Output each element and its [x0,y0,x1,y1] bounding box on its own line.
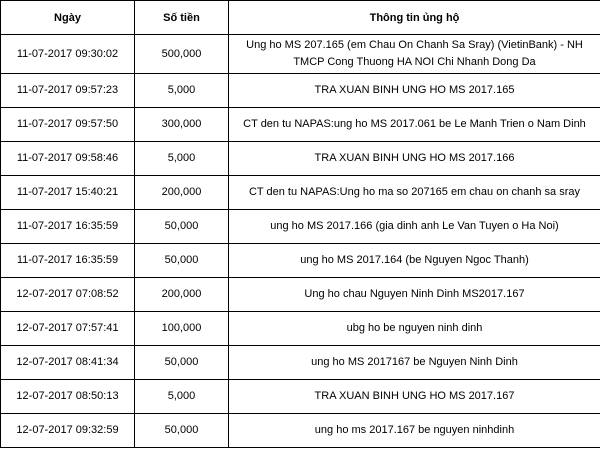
cell-info: ung ho MS 2017.164 (be Nguyen Ngoc Thanh) [229,244,600,278]
cell-info: ung ho ms 2017.167 be nguyen ninhdinh [229,414,600,448]
cell-date: 12-07-2017 08:41:34 [1,346,135,380]
cell-date: 12-07-2017 09:32:59 [1,414,135,448]
cell-info: CT den tu NAPAS:Ung ho ma so 207165 em chau on chanh sa sray [229,176,600,210]
header-date: Ngày [1,1,135,35]
cell-amount: 5,000 [135,142,229,176]
cell-date: 12-07-2017 07:08:52 [1,278,135,312]
table-row [1,74,600,108]
cell-info: ung ho MS 2017167 be Nguyen Ninh Dinh [229,346,600,380]
cell-info: Ung ho MS 207.165 (em Chau On Chanh Sa Sray) (VietinBank) - NH TMCP Cong Thuong HA NOI Chi Nhanh Dong Da [229,35,600,74]
cell-info: Ung ho chau Nguyen Ninh Dinh MS2017.167 [229,278,600,312]
cell-amount: 50,000 [135,244,229,278]
table-row [1,244,600,278]
table-row [1,35,600,74]
cell-info: ung ho MS 2017.166 (gia dinh anh Le Van Tuyen o Ha Noi) [229,210,600,244]
cell-date: 11-07-2017 09:58:46 [1,142,135,176]
cell-amount: 100,000 [135,312,229,346]
header-info: Thông tin ủng hộ [229,1,600,35]
cell-date: 11-07-2017 09:30:02 [1,35,135,74]
table-row [1,210,600,244]
cell-date: 11-07-2017 09:57:50 [1,108,135,142]
cell-date: 11-07-2017 16:35:59 [1,210,135,244]
table-row [1,278,600,312]
table-row [1,414,600,448]
cell-info: CT den tu NAPAS:ung ho MS 2017.061 be Le Manh Trien o Nam Dinh [229,108,600,142]
table-row [1,176,600,210]
cell-date: 12-07-2017 07:57:41 [1,312,135,346]
cell-amount: 300,000 [135,108,229,142]
table-row [1,142,600,176]
cell-amount: 200,000 [135,176,229,210]
cell-amount: 500,000 [135,35,229,74]
cell-info: TRA XUAN BINH UNG HO MS 2017.165 [229,74,600,108]
cell-amount: 200,000 [135,278,229,312]
table-header-row [1,1,600,35]
cell-amount: 50,000 [135,210,229,244]
cell-amount: 5,000 [135,74,229,108]
cell-date: 12-07-2017 08:50:13 [1,380,135,414]
header-amount: Số tiền [135,1,229,35]
cell-info: TRA XUAN BINH UNG HO MS 2017.167 [229,380,600,414]
cell-date: 11-07-2017 16:35:59 [1,244,135,278]
cell-amount: 50,000 [135,346,229,380]
table-row [1,380,600,414]
cell-date: 11-07-2017 09:57:23 [1,74,135,108]
cell-info: ubg ho be nguyen ninh dinh [229,312,600,346]
table-row [1,108,600,142]
table-row [1,346,600,380]
cell-info: TRA XUAN BINH UNG HO MS 2017.166 [229,142,600,176]
cell-date: 11-07-2017 15:40:21 [1,176,135,210]
cell-amount: 50,000 [135,414,229,448]
cell-amount: 5,000 [135,380,229,414]
table-row [1,312,600,346]
